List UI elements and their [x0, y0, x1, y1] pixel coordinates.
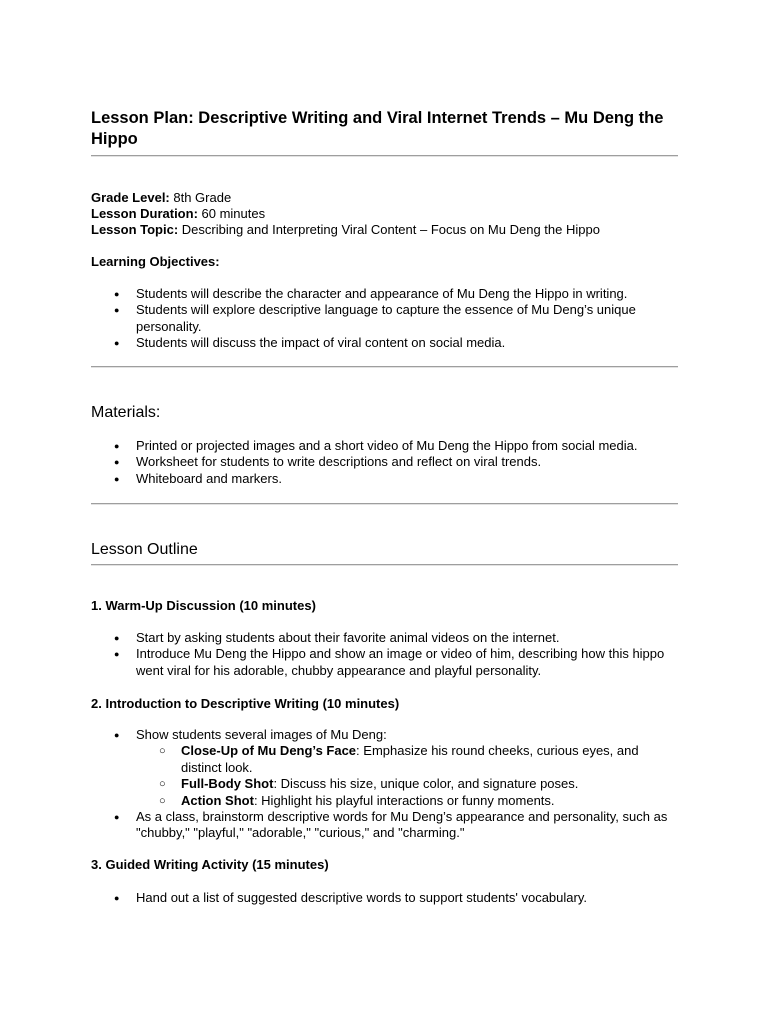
divider [91, 564, 678, 566]
list-item: ● Whiteboard and markers. [91, 471, 681, 487]
list-item: ● Hand out a list of suggested descriptive words to support students' vocabulary. [91, 890, 681, 906]
divider [91, 503, 678, 505]
list-item: ● Introduce Mu Deng the Hippo and show an image or video of him, describing how this hippo went viral for his adorable, chubby appearance and playful personality. [91, 646, 681, 679]
lesson-topic-value: Describing and Interpreting Viral Content – Focus on Mu Deng the Hippo [178, 222, 600, 237]
list-item: ● Printed or projected images and a short video of Mu Deng the Hippo from social media. [91, 438, 681, 454]
grade-level-label: Grade Level: [91, 190, 170, 205]
sublist-item-text: : Discuss his size, unique color, and signature poses. [273, 776, 579, 792]
grade-level-line [91, 190, 231, 206]
lesson-duration-line [91, 206, 265, 222]
sublist-item-text: : Highlight his playful interactions or funny moments. [253, 792, 555, 808]
sublist-item [136, 776, 681, 792]
list-item: ● Students will explore descriptive language to capture the essence of Mu Deng’s unique personality. [91, 302, 681, 335]
sublist-item-label: Close-Up of Mu Deng’s Face [181, 743, 357, 759]
guided-writing-list [91, 890, 681, 906]
list-item: ● Students will describe the character and appearance of Mu Deng the Hippo in writing. [91, 286, 681, 302]
materials-list [91, 438, 681, 487]
list-item-text: Show students several images of Mu Deng: [136, 727, 387, 742]
sublist-item [136, 743, 681, 776]
lesson-topic-label: Lesson Topic: [91, 222, 179, 237]
divider [91, 366, 678, 368]
list-item [91, 727, 681, 809]
page-title: Lesson Plan: Descriptive Writing and Viral Internet Trends – Mu Deng the Hippo [91, 109, 664, 148]
descriptive-writing-list [91, 727, 681, 842]
objectives-list [91, 286, 681, 352]
section-heading-descriptive-writing: 2. Introduction to Descriptive Writing (10 minutes) [91, 696, 400, 711]
sublist-item-label: Full-Body Shot [181, 776, 274, 792]
lesson-outline-heading: Lesson Outline [91, 541, 198, 558]
list-item: ● Students will discuss the impact of viral content on social media. [91, 335, 681, 351]
lesson-duration-value: 60 minutes [197, 206, 266, 221]
lesson-duration-label: Lesson Duration: [91, 206, 198, 221]
divider [91, 155, 678, 157]
warm-up-list [91, 630, 681, 679]
list-item: ● Worksheet for students to write descriptions and reflect on viral trends. [91, 454, 681, 470]
image-types-sublist [136, 743, 681, 809]
learning-objectives-heading: Learning Objectives: [91, 254, 220, 269]
sublist-item-text: : Emphasize his round cheeks, curious eyes, and distinct look. [181, 743, 639, 775]
section-heading-warm-up: 1. Warm-Up Discussion (10 minutes) [91, 598, 316, 613]
sublist-item-label: Action Shot [181, 792, 254, 808]
section-heading-guided-writing: 3. Guided Writing Activity (15 minutes) [91, 857, 329, 872]
list-item: ● Start by asking students about their favorite animal videos on the internet. [91, 630, 681, 646]
materials-heading: Materials: [91, 404, 161, 421]
lesson-topic-line [91, 222, 600, 238]
list-item: ● As a class, brainstorm descriptive words for Mu Deng’s appearance and personality, such as "chubby," "playful," "adorable," "curious," and "charming." [91, 809, 681, 842]
sublist-item [136, 793, 681, 809]
grade-level-value: 8th Grade [169, 190, 232, 205]
